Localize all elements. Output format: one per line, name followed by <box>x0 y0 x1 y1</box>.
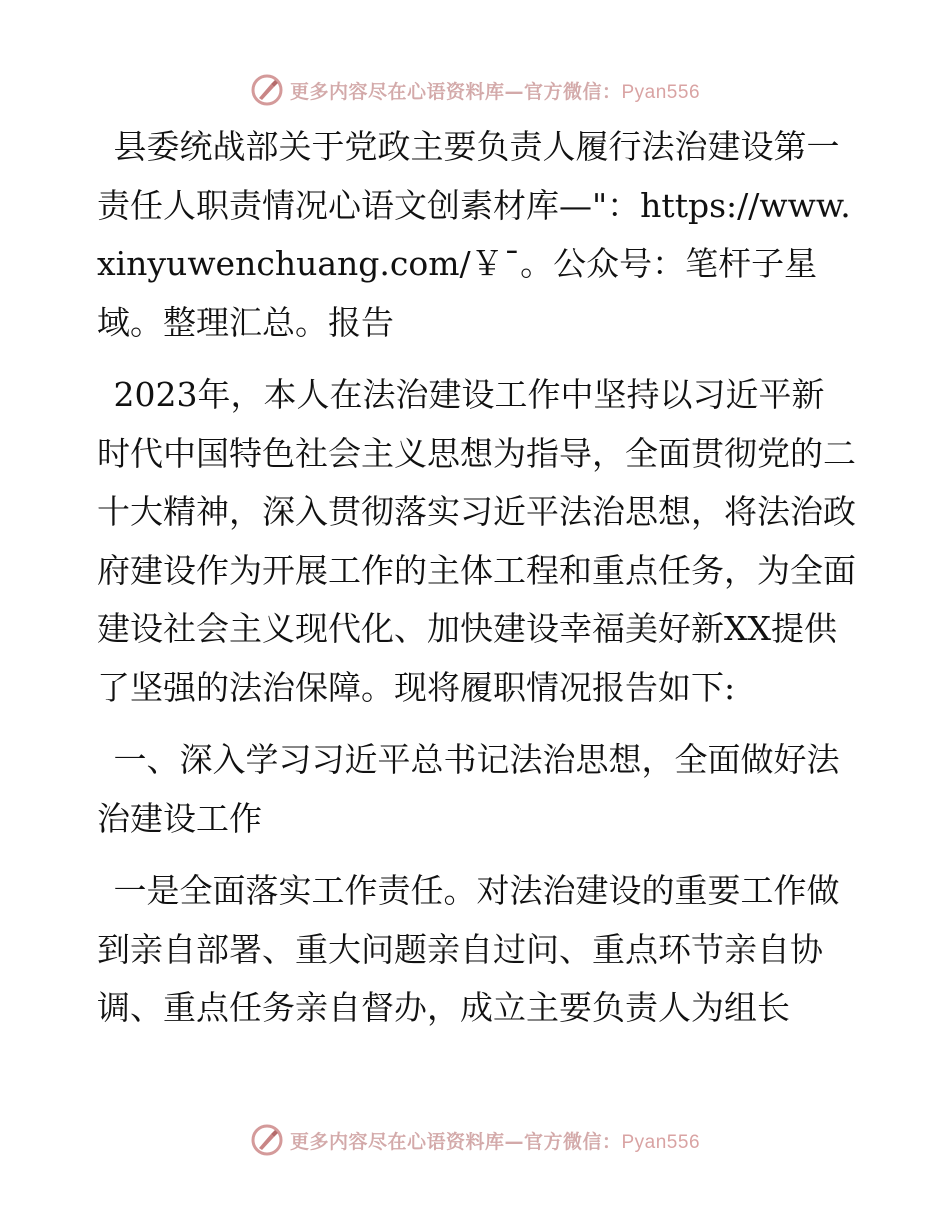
section-heading-1: 一、深入学习习近平总书记法治思想，全面做好法治建设工作 <box>97 740 840 838</box>
paragraph-intro: 2023年，本人在法治建设工作中坚持以习近平新时代中国特色社会主义思想为指导，全面贯彻党的二十大精神，深入贯彻落实习近平法治思想，将法治政府建设作为开展工作的主体工程和重点任务，为全面建设社会主义现代化、加快建设幸福美好新XX提供了坚强的法治保障。现将履职情况报告如下: <box>97 375 856 707</box>
pen-logo-icon <box>250 1123 284 1157</box>
footer-banner <box>0 1120 950 1160</box>
banner-text: 更多内容尽在心语资料库—官方微信：Pyan556 <box>289 1130 701 1153</box>
paragraph-responsibility: 一是全面落实工作责任。对法治建设的重要工作做到亲自部署、重大问题亲自过问、重点环节亲自协调、重点任务亲自督办，成立主要负责人为组长 <box>97 871 840 1027</box>
pen-logo-icon <box>250 73 284 107</box>
wechat-handle: Pyan556 <box>621 1131 701 1153</box>
header-banner <box>0 70 950 110</box>
wechat-handle: Pyan556 <box>621 81 701 103</box>
banner-text: 更多内容尽在心语资料库—官方微信：Pyan556 <box>289 80 701 103</box>
document-title: 县委统战部关于党政主要负责人履行法治建设第一责任人职责情况心语文创素材库—"：https://www.xinyuwenchuang.com/￥¯。公众号：笔杆子星域。整理汇总。报告 <box>97 127 851 342</box>
document-body <box>97 118 857 1038</box>
